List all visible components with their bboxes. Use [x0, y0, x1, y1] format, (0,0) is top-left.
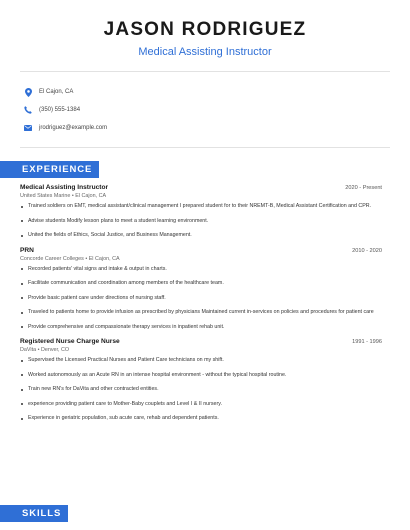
experience-heading: EXPERIENCE	[0, 161, 99, 178]
job-bullets	[20, 203, 382, 239]
phone-icon	[23, 105, 33, 115]
job-bullets	[20, 266, 382, 331]
skills-section	[0, 503, 68, 522]
bullet-item: Provide comprehensive and compassionate therapy services in inpatient rehab unit.	[20, 324, 382, 331]
contact-location	[23, 83, 410, 101]
contact-email	[23, 119, 410, 137]
map-pin-icon	[23, 87, 33, 97]
candidate-name: JASON RODRIGUEZ	[103, 19, 307, 40]
bullet-item: Advise students Modify lesson plans to meet a student learning environment.	[20, 218, 382, 225]
bullet-item: United the fields of Ethics, Social Justice, and Business Management.	[20, 232, 382, 239]
bullet-item: Train new RN's for DaVita and other contracted entities.	[20, 386, 382, 393]
job-bullets	[20, 357, 382, 422]
bullet-item: Trained soldiers on EMT, medical assistant/clinical management I prepared student for to their NREMT-B, Medical Assistant Certification and CPR.	[20, 203, 382, 210]
bullet-item: Supervised the Licensed Practical Nurses and Patient Care technicians on my shift.	[20, 357, 382, 364]
email-text[interactable]: jrodriguez@example.com	[39, 125, 108, 131]
bullet-item: Worked autonomously as an Acute RN in an intense hospital environment - without the typical hospital routine.	[20, 372, 382, 379]
skills-heading: SKILLS	[0, 505, 68, 522]
job-dates: 2020 - Present	[345, 185, 382, 191]
contact-phone	[23, 101, 410, 119]
resume-header	[0, 0, 410, 58]
bullet-item: experience providing patient care to Mother-Baby couplets and Level I & II nursery.	[20, 401, 382, 408]
experience-section	[0, 159, 410, 178]
experience-list	[0, 178, 410, 422]
location-text: El Cajon, CA	[39, 89, 74, 95]
job-role: Medical Assisting Instructor	[20, 184, 109, 191]
phone-text: (350) 555-1384	[39, 107, 81, 113]
job-org: DaVita • Denver, CO	[20, 347, 70, 353]
job-role: PRN	[20, 246, 34, 254]
bullet-item: Experience in geriatric population, sub acute care, rehab and dependent patients.	[20, 415, 382, 422]
job-entry	[20, 184, 382, 239]
envelope-icon	[23, 123, 33, 133]
job-org: Concorde Career Colleges • El Cajon, CA	[20, 255, 120, 262]
job-dates: 1991 - 1996	[352, 339, 382, 345]
contact-divider	[20, 147, 390, 148]
bullet-item: Facilitate communication and coordination among members of the healthcare team.	[20, 280, 382, 287]
job-role: Registered Nurse Charge Nurse	[20, 338, 120, 345]
job-title: Medical Assisting Instructor	[138, 46, 272, 58]
job-dates: 2010 - 2020	[352, 247, 382, 254]
job-entry	[20, 338, 382, 422]
bullet-item: Recorded patients' vital signs and intake & output in charts.	[20, 266, 382, 273]
job-org: United States Marine • El Cajon, CA	[20, 193, 107, 199]
job-entry	[20, 247, 382, 331]
bullet-item: Provide basic patient care under directions of nursing staff.	[20, 295, 382, 302]
contact-info	[0, 72, 410, 147]
bullet-item: Traveled to patients home to provide infusion as prescribed by physicians Maintained current in-services on policies and procedures for patient care	[20, 309, 382, 316]
